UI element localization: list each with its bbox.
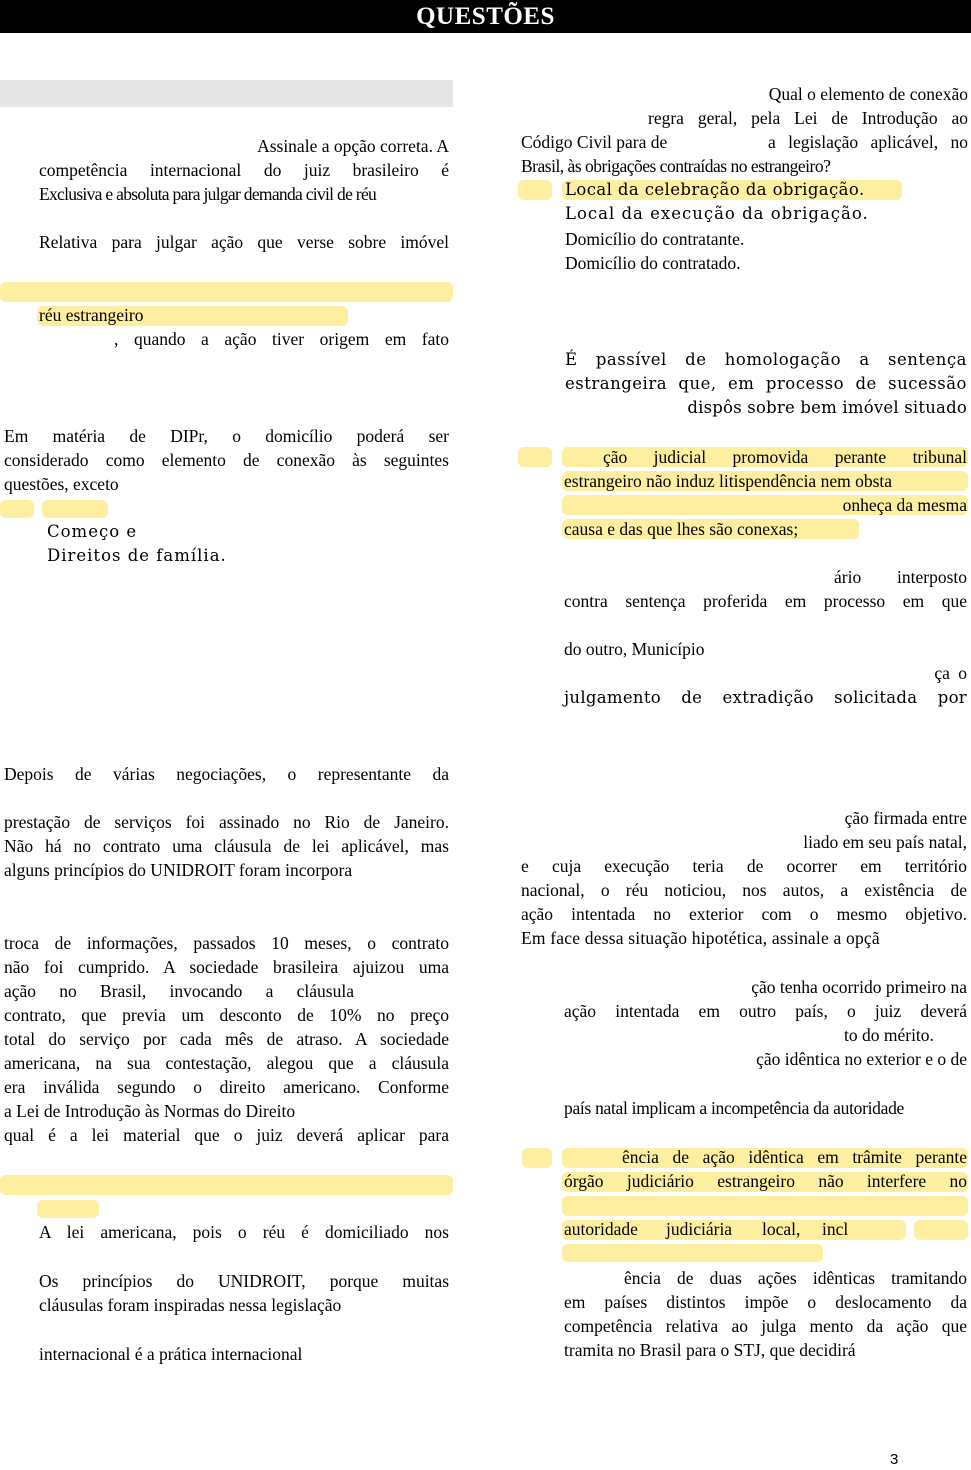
answer-option: internacional é a prática internacional: [39, 1344, 303, 1364]
answer-option: autoridade: [564, 1219, 638, 1239]
question-text-line: competência internacional do juiz brasileiro é: [39, 160, 449, 180]
highlight: [518, 180, 552, 200]
answer-option: ça o: [934, 663, 967, 683]
answer-option: ação intentada em outro país, o juiz deverá: [564, 1001, 967, 1021]
answer-option: tramita no Brasil para o STJ, que decidirá: [564, 1340, 856, 1360]
question-text-line: Código Civil para de: [521, 132, 668, 152]
answer-option: A lei americana, pois o réu é domiciliado nos: [39, 1222, 449, 1242]
answer-option: Local da execução da obrigação.: [565, 204, 869, 223]
answer-option: incl: [822, 1219, 849, 1239]
answer-option: ência de ação idêntica em trâmite perante: [622, 1147, 967, 1167]
question-text-line: americana, na sua contestação, alegou que a cláusula: [4, 1053, 449, 1073]
question-text-line: Em face dessa situação hipotética, assinale a opçã: [521, 928, 880, 948]
question-text-line: regra geral, pela Lei de Introdução ao: [648, 108, 968, 128]
answer-option: competência relativa ao julga mento da ação que: [564, 1316, 967, 1336]
highlight: [42, 500, 108, 518]
question-text-line: considerado como elemento de conexão às seguintes: [4, 450, 449, 470]
highlight: [0, 282, 453, 302]
question-text-line: Em matéria de DIPr, o domicílio poderá ser: [4, 426, 449, 446]
question-text-line: qual é a lei material que o juiz deverá aplicar para: [4, 1125, 449, 1145]
answer-option: ção idêntica no exterior e o de: [756, 1049, 967, 1069]
highlight: [562, 1244, 823, 1262]
highlight: [914, 1220, 968, 1240]
answer-option: ário interposto: [834, 567, 967, 587]
question-text-line: questões, exceto: [4, 474, 119, 494]
answer-option: onheça da mesma: [842, 495, 967, 515]
highlight: [562, 1196, 968, 1216]
question-text-line: dispôs sobre bem imóvel situado: [687, 398, 967, 417]
question-text-line: nacional, o réu noticiou, nos autos, a existência de: [521, 880, 967, 900]
answer-option: Direitos de família.: [47, 546, 227, 565]
answer-option: em países distintos impõe o deslocamento da: [564, 1292, 967, 1312]
question-text-line: ação no Brasil, invocando a cláusula: [4, 981, 354, 1001]
answer-option: Começo e: [47, 522, 138, 541]
question-text-line: alguns princípios do UNIDROIT foram incorpora: [4, 860, 353, 880]
answer-option: ção judicial promovida perante tribunal: [603, 447, 967, 467]
question-text-line: Não há no contrato uma cláusula de lei aplicável, mas: [4, 836, 449, 856]
answer-option: réu estrangeiro: [39, 305, 144, 325]
highlight: [37, 1200, 99, 1218]
question-text-line: e cuja execução teria de ocorrer em território: [521, 856, 967, 876]
highlight: [0, 500, 34, 518]
page-header-banner: QUESTÕES: [0, 0, 971, 33]
answer-option: julgamento de extradição solicitada por: [564, 688, 967, 707]
question-text-line: Brasil, às obrigações contraídas no estrangeiro?: [521, 156, 831, 176]
question-text-line: era inválida segundo o direito americano. Conforme: [4, 1077, 449, 1097]
highlight: [522, 1148, 552, 1168]
question-text-line: Assinale a opção correta. A: [257, 136, 449, 156]
answer-option: ção tenha ocorrido primeiro na: [751, 977, 967, 997]
page-number: 3: [890, 1451, 899, 1468]
answer-option: Exclusiva e absoluta para julgar demanda civil de réu: [39, 184, 377, 204]
answer-option: do outro, Município: [564, 639, 705, 659]
question-text-line: a legislação aplicável, no: [768, 132, 968, 152]
section-bar: [0, 80, 453, 107]
question-text-line: estrangeira que, em processo de sucessão: [565, 374, 967, 393]
highlight: [0, 1175, 453, 1195]
answer-option: to do mérito.: [844, 1025, 934, 1045]
answer-option: Domicílio do contratado.: [565, 253, 741, 273]
question-text-line: ação intentada no exterior com o mesmo objetivo.: [521, 904, 967, 924]
answer-option: país natal implicam a incompetência da autoridade: [564, 1098, 905, 1118]
question-text-line: a Lei de Introdução às Normas do Direito: [4, 1101, 296, 1121]
answer-option: Os princípios do UNIDROIT, porque muitas: [39, 1271, 449, 1291]
answer-option: Local da celebração da obrigação.: [565, 180, 865, 199]
question-text-line: Depois de várias negociações, o representante da: [4, 764, 449, 784]
answer-option: ência de duas ações idênticas tramitando: [624, 1268, 967, 1288]
highlight: [518, 447, 552, 467]
answer-option: local,: [762, 1219, 801, 1239]
answer-option: estrangeiro não induz litispendência nem obsta: [564, 471, 893, 491]
question-text-line: prestação de serviços foi assinado no Rio de Janeiro.: [4, 812, 449, 832]
answer-option: causa e das que lhes são conexas;: [564, 519, 799, 539]
answer-option: judiciária: [666, 1219, 733, 1239]
question-text-line: total do serviço por cada mês de atraso. A sociedade: [4, 1029, 449, 1049]
question-text-line: contrato, que previa um desconto de 10% no preço: [4, 1005, 449, 1025]
answer-option: órgão judiciário estrangeiro não interfere no: [564, 1171, 967, 1191]
answer-option: Relativa para julgar ação que verse sobre imóvel: [39, 232, 449, 252]
question-text-line: liado em seu país natal,: [803, 832, 967, 852]
question-text-line: troca de informações, passados 10 meses, o contrato: [4, 933, 449, 953]
answer-option: Domicílio do contratante.: [565, 229, 745, 249]
question-text-line: ção firmada entre: [844, 808, 967, 828]
answer-option: cláusulas foram inspiradas nessa legislação: [39, 1295, 342, 1315]
answer-option: , quando a ação tiver origem em fato: [114, 329, 449, 349]
question-text-line: É passível de homologação a sentença: [565, 350, 967, 369]
question-text-line: Qual o elemento de conexão: [768, 84, 968, 104]
answer-option: contra sentença proferida em processo em que: [564, 591, 967, 611]
question-text-line: não foi cumprido. A sociedade brasileira ajuizou uma: [4, 957, 449, 977]
